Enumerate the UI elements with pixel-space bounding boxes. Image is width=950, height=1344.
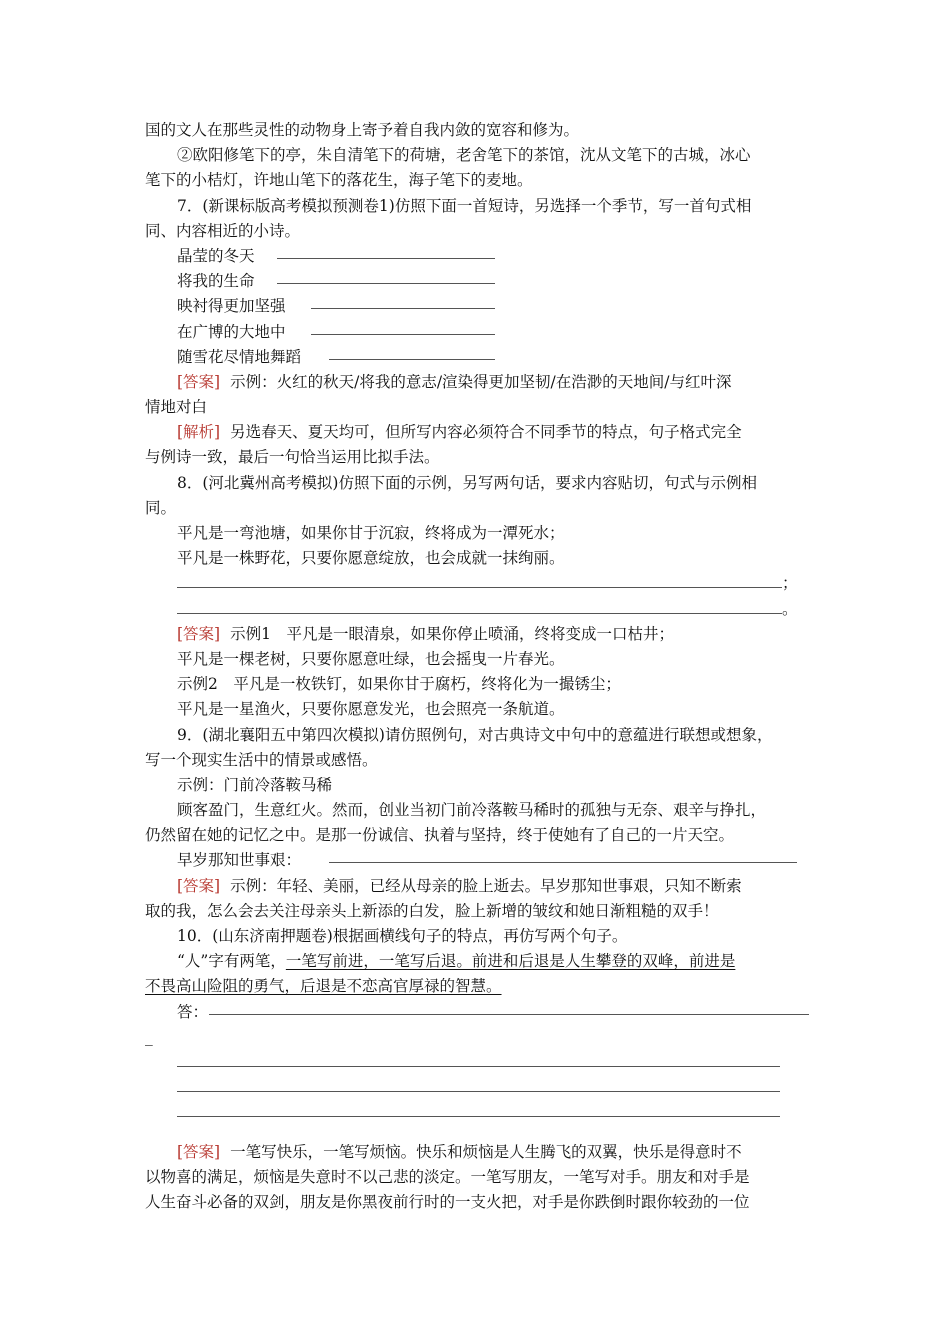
document-page [145, 118, 810, 1215]
analysis-7: [解析] 另选春天、夏天均可，但所写内容必须符合不同季节的特点，句子格式完全 [177, 423, 742, 442]
answer-blank[interactable] [311, 294, 495, 309]
underlined-sentence: 不畏高山险阻的勇气，后退是不恋高官厚禄的智慧。 [145, 977, 502, 996]
answer-line [145, 1100, 810, 1125]
answer-blank[interactable] [311, 320, 495, 335]
answer-blank[interactable] [177, 1077, 780, 1092]
answer-7-cont: 情地对白 [145, 398, 208, 417]
example-sentence: 仍然留在她的记忆之中。是那一份诚信、执着与坚持，终于使她有了自己的一片天空。 [145, 826, 735, 845]
answer-label: [答案] [177, 624, 221, 643]
question-9: 9．(湖北襄阳五中第四次模拟)请仿照例句，对古典诗文中句中的意蕴进行联想或想象， [177, 725, 773, 744]
answer-10-cont: 以物喜的满足，烦恼是失意时不以己悲的淡定。一笔写朋友，一笔写对手。朋友和对手是 [145, 1167, 750, 1186]
answer-line: ； [145, 571, 810, 596]
answer-blank[interactable] [277, 269, 495, 284]
example-sentence: 顾客盈门，生意红火。然而，创业当初门前冷落鞍马稀时的孤独与无奈、艰辛与挣扎， [177, 801, 767, 820]
paragraph-line: 笔下的小桔灯，许地山笔下的落花生，海子笔下的麦地。 [145, 171, 533, 190]
answer-9: [答案] 示例：年轻、美丽，已经从母亲的脸上逝去。早岁那知世事艰，只知不断索 [177, 876, 742, 895]
answer-10-cont: 人生奋斗必备的双剑，朋友是你黑夜前行时的一支火把，对手是你跌倒时跟你较劲的一位 [145, 1192, 750, 1211]
answer-blank[interactable] [177, 573, 782, 588]
answer-blank[interactable] [329, 345, 495, 360]
poem-line: 随雪花尽情地舞蹈 [145, 345, 810, 370]
question-7: 7．(新课标版高考模拟预测卷1)仿照下面一首短诗，另选择一个季节，写一首句式相 [177, 196, 752, 215]
paragraph-line: ②欧阳修笔下的亭，朱自清笔下的荷塘，老舍笔下的茶馆，沈从文笔下的古城，冰心 [177, 146, 751, 165]
example-sentence: 平凡是一弯池塘，如果你甘于沉寂，终将成为一潭死水； [177, 524, 565, 542]
answer-8-line: 平凡是一棵老树，只要你愿意吐绿，也会摇曳一片春光。 [177, 649, 565, 668]
answer-8: [答案] 示例1 平凡是一眼清泉，如果你停止喷涌，终将变成一口枯井； [177, 624, 674, 643]
question-9-cont: 写一个现实生活中的情景或感悟。 [145, 750, 378, 769]
question-8-cont: 同。 [145, 498, 177, 517]
underlined-sentence: 一笔写前进，一笔写后退。前进和后退是人生攀登的双峰，前进是 [285, 952, 736, 971]
answer-blank[interactable] [277, 244, 495, 259]
answer-9-cont: 取的我，怎么会去关注母亲头上新添的白发，脸上新增的皱纹和她日渐粗糙的双手！ [145, 901, 719, 920]
answer-10: [答案] 一笔写快乐，一笔写烦恼。快乐和烦恼是人生腾飞的双翼，快乐是得意时不 [177, 1142, 742, 1161]
example-sentence: 示例：门前冷落鞍马稀 [177, 775, 333, 794]
example-sentence: 平凡是一株野花，只要你愿意绽放，也会成就一抹绚丽。 [177, 549, 565, 568]
answer-8-line: 示例2 平凡是一枚铁钉，如果你甘于腐朽，终将化为一撮锈尘； [177, 675, 621, 694]
answer-8-line: 平凡是一星渔火，只要你愿意发光，也会照亮一条航道。 [177, 700, 565, 719]
answer-label: [答案] [177, 876, 221, 895]
paragraph-line: 国的文人在那些灵性的动物身上寄予着自我内敛的宽容和修为。 [145, 121, 580, 139]
poem-line: 映衬得更加坚强 [145, 294, 810, 319]
poem-line: 在广博的大地中 [145, 320, 810, 345]
answer-line: 答： [145, 1000, 810, 1025]
answer-line: 。 [145, 597, 810, 622]
answer-blank[interactable] [329, 848, 797, 863]
example-sentence: “人”字有两笔，一笔写前进，一笔写后退。前进和后退是人生攀登的双峰，前进是 [177, 952, 736, 971]
answer-line [145, 1075, 810, 1100]
answer-blank[interactable] [177, 599, 782, 614]
dash-mark: _ [145, 1027, 153, 1046]
poem-line: 晶莹的冬天 [145, 244, 810, 269]
answer-blank[interactable] [177, 1102, 780, 1117]
question-8: 8．(河北冀州高考模拟)仿照下面的示例，另写两句话，要求内容贴切，句式与示例相 [177, 473, 757, 492]
spacer [145, 1126, 810, 1140]
answer-line: 早岁那知世事艰： [145, 848, 810, 873]
answer-line [145, 1050, 810, 1075]
answer-7: [答案] 示例：火红的秋天/将我的意志/渲染得更加坚韧/在浩渺的天地间/与红叶深 [177, 372, 732, 391]
answer-blank[interactable] [209, 1000, 809, 1015]
answer-label: [答案] [177, 372, 221, 391]
poem-line: 将我的生命 [145, 269, 810, 294]
question-7-cont: 同、内容相近的小诗。 [145, 221, 301, 240]
analysis-7-cont: 与例诗一致，最后一句恰当运用比拟手法。 [145, 448, 440, 467]
answer-label: [答案] [177, 1142, 221, 1161]
answer-blank[interactable] [177, 1052, 780, 1067]
analysis-label: [解析] [177, 423, 221, 442]
question-10: 10．(山东济南押题卷)根据画横线句子的特点，再仿写两个句子。 [177, 927, 628, 945]
example-sentence [145, 974, 810, 999]
